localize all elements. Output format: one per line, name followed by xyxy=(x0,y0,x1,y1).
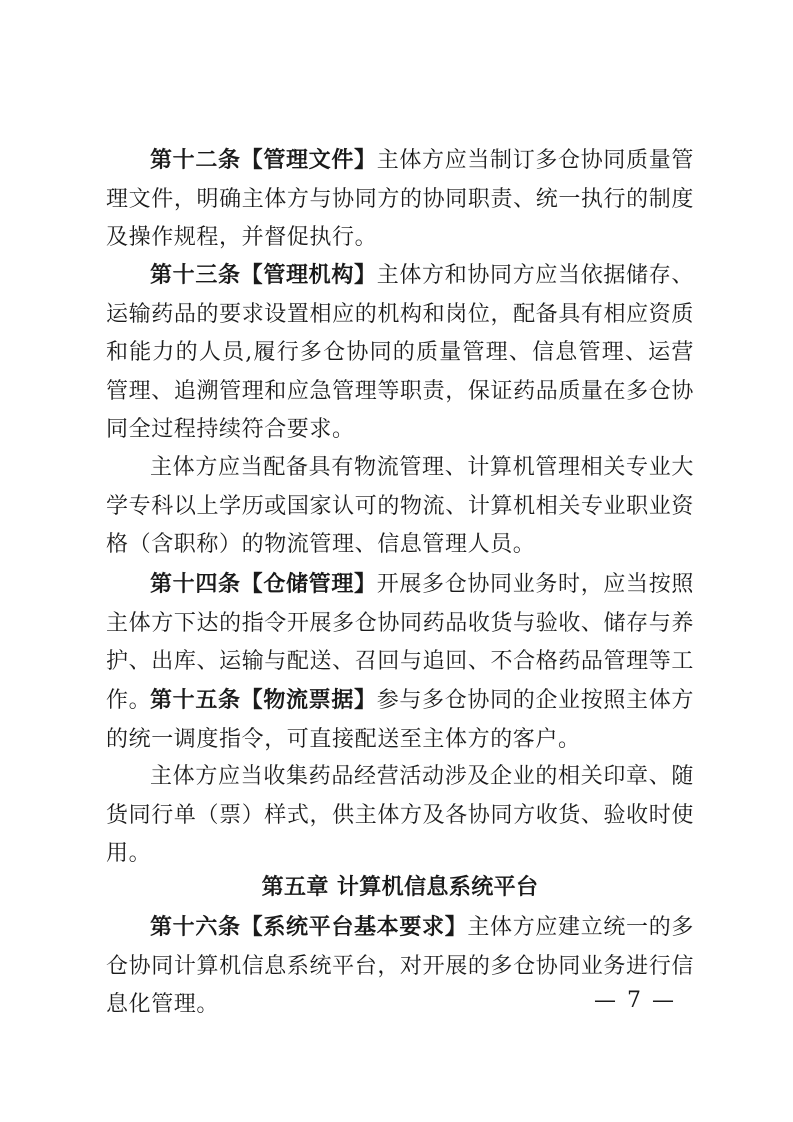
article-15-paragraph-2 xyxy=(106,758,694,874)
article-14-heading: 第十四条【仓储管理】 xyxy=(150,571,377,597)
article-12 xyxy=(106,141,694,258)
article-16-heading: 第十六条【系统平台基本要求】 xyxy=(150,914,468,940)
page-number: — 7 — xyxy=(594,988,676,1013)
article-13-paragraph-2 xyxy=(106,449,694,565)
article-16-text: 主体方应建立统一的多仓协同计算机信息系统平台，对开展的多仓协同业务进行信息化管理。 xyxy=(106,915,694,1017)
article-15 xyxy=(106,681,694,759)
article-12-heading: 第十二条【管理文件】 xyxy=(150,147,377,173)
chapter-title: 第五章 计算机信息系统平台 xyxy=(261,874,539,900)
article-13-paragraph-2-text: 主体方应当配备具有物流管理、计算机管理相关专业大学专科以上学历或国家认可的物流、计算机相关专业职业资格（含职称）的物流管理、信息管理人员。 xyxy=(106,455,694,557)
article-13-text: 主体方和协同方应当依据储存、运输药品的要求设置相应的机构和岗位，配备具有相应资质和能力的人员,履行多仓协同的质量管理、信息管理、运营管理、追溯管理和应急管理等职责，保证药品质量在多仓协同全过程持续符合要求。 xyxy=(106,263,694,442)
article-12-text: 主体方应当制订多仓协同质量管理文件，明确主体方与协同方的协同职责、统一执行的制度及操作规程，并督促执行。 xyxy=(106,148,694,250)
article-13 xyxy=(106,256,694,450)
article-15-text: 参与多仓协同的企业按照主体方的统一调度指令，可直接配送至主体方的客户。 xyxy=(106,688,694,752)
article-15-paragraph-2-text: 主体方应当收集药品经营活动涉及企业的相关印章、随货同行单（票）样式，供主体方及各协同方收货、验收时使用。 xyxy=(106,764,694,866)
article-14-text: 开展多仓协同业务时，应当按照主体方下达的指令开展多仓协同药品收货与验收、储存与养护、出库、运输与配送、召回与追回、不合格药品管理等工作。 xyxy=(106,572,694,713)
article-15-heading: 第十五条【物流票据】 xyxy=(150,687,377,713)
article-13-heading: 第十三条【管理机构】 xyxy=(150,262,377,288)
